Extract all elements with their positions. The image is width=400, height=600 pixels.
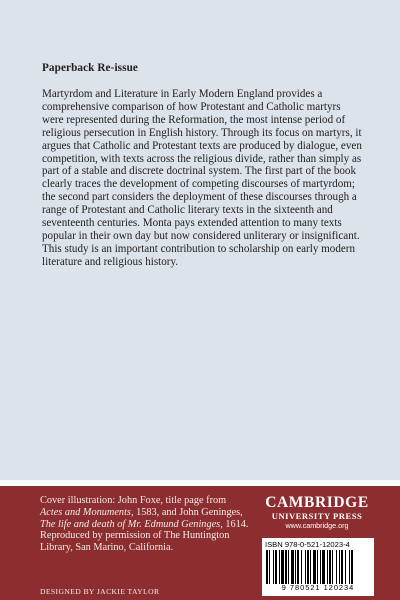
credit-title-2: The life and death of Mr. Edmund Geninges xyxy=(40,518,221,530)
publisher-name: CAMBRIDGE xyxy=(265,494,369,511)
publisher-band xyxy=(0,480,400,600)
publisher-subtitle: UNIVERSITY PRESS xyxy=(271,511,363,521)
barcode-digits: 9 780521 120234 xyxy=(281,583,355,592)
reissue-heading: Paperback Re-issue xyxy=(42,62,138,74)
description-section xyxy=(42,62,364,269)
credit-text-3: , 1614. Reproduced by permission of The Huntington Library, San Marino, California. xyxy=(40,518,249,554)
barcode-icon xyxy=(265,550,371,584)
book-description: Martyrdom and Literature in Early Modern England provides a comprehensive comparison of how Protestant and Catholic martyrs were represented during the Reformation, the most intense period of religious persecution in English history. Through its focus on martyrs, it argues that Catholic and Protestant texts are produced by dialogue, even competition, with texts across the religious divide, rather than simply as part of a stable and discrete doctrinal system. The first part of the book clearly traces the development of competing discourses of martyrdom; the second part considers the deployment of these discourses through a range of Protestant and Catholic literary texts in the sixteenth and seventeenth centuries. Monta pays extended attention to many texts popular in their own day but now considered unliterary or insignificant. This study is an important contribution to scholarship on early modern literature and religious history. xyxy=(42,88,362,268)
publisher-logo xyxy=(262,495,372,530)
designer-credit: DESIGNED BY JACKIE TAYLOR xyxy=(40,587,160,596)
cover-illustration-credit xyxy=(40,495,250,554)
credit-text-1: Cover illustration: John Foxe, title page from xyxy=(40,495,227,506)
credit-title-1: Actes and Monuments xyxy=(40,506,131,518)
isbn-label: ISBN 978-0-521-12023-4 xyxy=(265,540,350,549)
credit-text-2: , 1583, and John Geninges, xyxy=(130,506,243,518)
isbn-barcode-box xyxy=(262,538,374,596)
publisher-url: www.cambridge.org xyxy=(285,521,349,530)
